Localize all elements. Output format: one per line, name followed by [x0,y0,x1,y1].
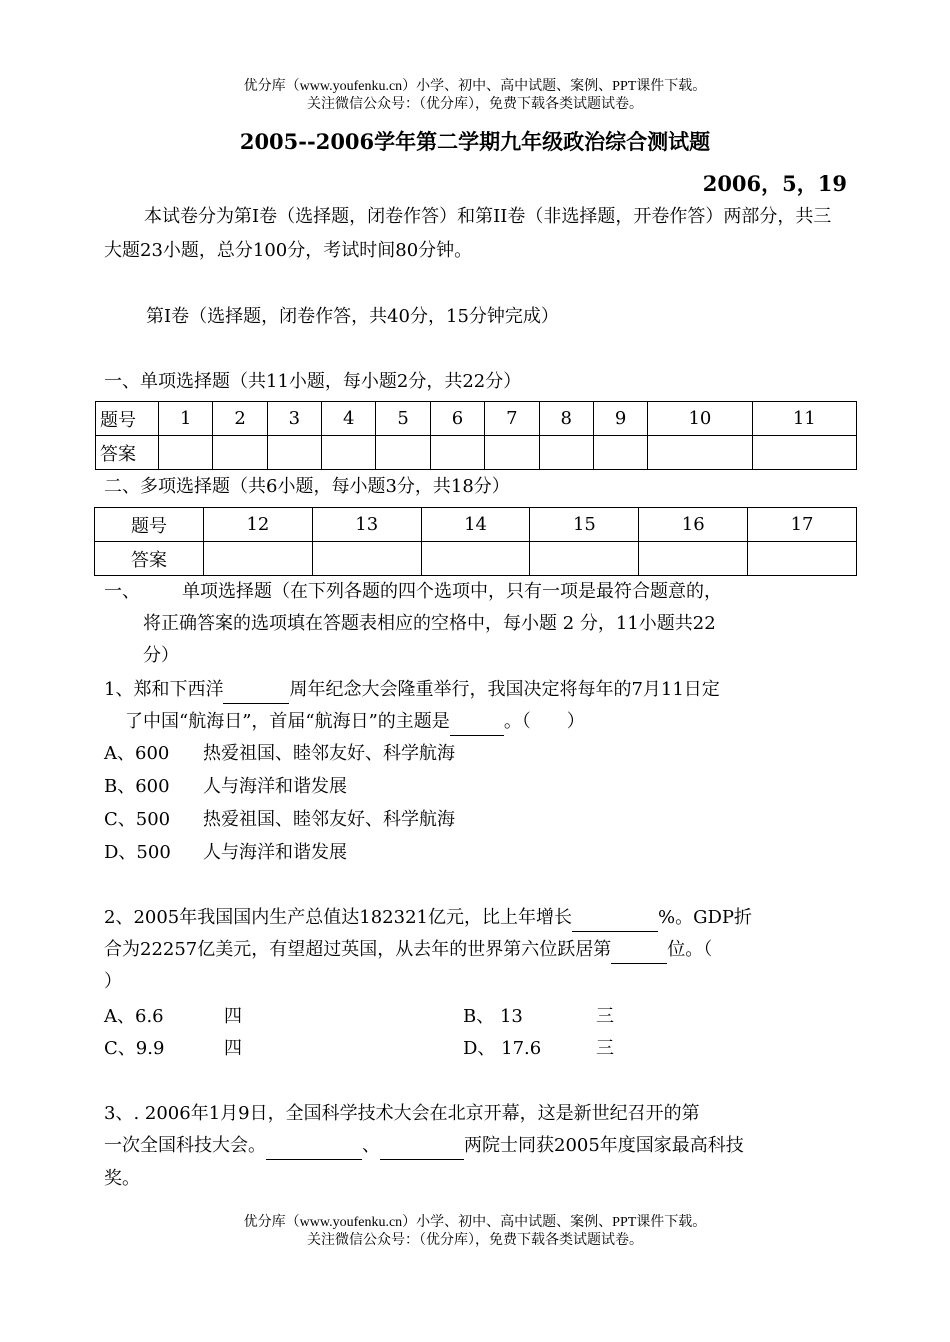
q1-text-d: 。（ ） [503,711,585,732]
section1-answer-cell-10[interactable] [648,436,752,470]
q2-blank-1 [572,905,658,932]
section1-heading: 一、单项选择题（共11小题，每小题2分，共22分） [104,371,522,392]
section1-number-cell-2: 2 [213,402,267,436]
q2-option-a-label: A、6.6 [104,1006,164,1027]
q3-text-c: 、 [362,1135,380,1156]
q1-option-b-text: 人与海洋和谐发展 [203,776,347,797]
header-line-2: 关注微信公众号：（优分库），免费下载各类试题试卷。 [307,97,643,112]
q2-option-b-text: 三 [596,1006,614,1027]
q1-blank-1 [223,677,289,704]
q1-option-c-text: 热爱祖国、睦邻友好、科学航海 [203,809,455,830]
q2-line-2 [104,937,712,964]
section1-number-cell-7: 7 [485,402,539,436]
section1-answer-cell-11[interactable] [752,436,856,470]
section1-label-number: 题号 [96,402,159,436]
section1-label-answer: 答案 [96,436,159,470]
section1-number-cell-5: 5 [376,402,430,436]
q3-text-d: 两院士同获2005年度国家最高科技 [464,1135,744,1156]
section2-label-number: 题号 [95,508,204,542]
q2-option-a-text: 四 [224,1006,242,1027]
section2-number-cell-14: 14 [421,508,530,542]
q1-option-c-label: C、500 [104,809,171,830]
part1-heading: 第I卷（选择题，闭卷作答，共40分，15分钟完成） [146,306,559,327]
q2-option-c-label: C、9.9 [104,1038,165,1059]
q3-blank-1 [266,1133,362,1160]
section2-number-cell-17: 17 [748,508,857,542]
q1-option-d-text: 人与海洋和谐发展 [203,842,347,863]
section1-answer-cell-8[interactable] [539,436,593,470]
q2-option-d-label: D、 17.6 [463,1038,542,1059]
section1-number-cell-9: 9 [593,402,647,436]
q1-text-a: 1、郑和下西洋 [104,679,224,700]
section1-number-cell-11: 11 [752,402,856,436]
q3-line-3: 奖。 [104,1168,140,1189]
section1-answer-cell-4[interactable] [322,436,376,470]
instructions-line-1: 单项选择题（在下列各题的四个选项中，只有一项是最符合题意的， [182,581,722,602]
q1-text-b: 周年纪念大会隆重举行，我国决定将每年的7月11日定 [289,679,720,700]
section2-answer-cell-15[interactable] [530,542,639,576]
q1-line-2 [125,709,585,736]
section1-number-cell-3: 3 [267,402,321,436]
section2-answer-cell-17[interactable] [748,542,857,576]
section2-answer-cell-16[interactable] [639,542,748,576]
footer-line-2: 关注微信公众号：（优分库），免费下载各类试题试卷。 [307,1233,643,1248]
q3-text-b: 一次全国科技大会。 [104,1135,266,1156]
q1-option-a-label: A、600 [104,743,170,764]
section1-answer-cell-2[interactable] [213,436,267,470]
section2-answer-cell-12[interactable] [204,542,313,576]
instructions-number: 一、 [104,581,140,602]
exam-title: 2005--2006学年第二学期九年级政治综合测试题 [239,129,711,154]
section1-number-cell-8: 8 [539,402,593,436]
q1-option-a-text: 热爱祖国、睦邻友好、科学航海 [203,743,455,764]
q2-blank-2 [611,937,667,964]
q2-option-c-text: 四 [224,1038,242,1059]
exam-date: 2006，5，19 [702,171,847,196]
q3-blank-2 [380,1133,464,1160]
section1-answer-cell-7[interactable] [485,436,539,470]
section1-answer-table [95,401,857,470]
section2-label-answer: 答案 [95,542,204,576]
section1-answer-cell-3[interactable] [267,436,321,470]
q1-option-d-label: D、500 [104,842,171,863]
q2-line-3: ） [104,971,122,992]
q2-line-1 [104,905,752,932]
q2-option-b-label: B、 13 [463,1006,523,1027]
q1-line-1 [104,677,720,704]
section1-number-cell-10: 10 [648,402,752,436]
q3-line-2 [104,1133,744,1160]
section1-number-cell-6: 6 [430,402,484,436]
section2-number-cell-12: 12 [204,508,313,542]
q2-text-a: 2、2005年我国国内生产总值达182321亿元，比上年增长 [104,907,572,928]
section2-answer-row [95,542,857,576]
section2-heading: 二、多项选择题（共6小题，每小题3分，共18分） [104,476,510,497]
section1-number-cell-4: 4 [322,402,376,436]
q3-line-1: 3、. 2006年1月9日，全国科学技术大会在北京开幕，这是新世纪召开的第 [104,1103,700,1124]
q2-text-d: 位。（ [667,939,713,960]
section2-answer-table [94,507,857,576]
section2-number-cell-16: 16 [639,508,748,542]
section1-answer-cell-5[interactable] [376,436,430,470]
q1-option-b-label: B、600 [104,776,170,797]
q1-text-c: 了中国“航海日”，首届“航海日”的主题是 [125,711,450,732]
instructions-line-3: 分） [143,645,179,666]
section1-answer-cell-1[interactable] [159,436,213,470]
section1-answer-row [96,436,857,470]
section2-answer-cell-13[interactable] [312,542,421,576]
footer-line-1: 优分库（www.youfenku.cn）小学、初中、高中试题、案例、PPT课件下载。 [243,1215,707,1230]
instructions-line-2: 将正确答案的选项填在答题表相应的空格中，每小题 2 分，11小题共22 [143,613,716,634]
intro-paragraph: 本试卷分为第I卷（选择题，闭卷作答）和第II卷（非选择题，开卷作答）两部分，共三大题23小题，总分100分，考试时间80分钟。 [104,206,832,261]
q2-text-b: %。GDP折 [657,907,753,928]
section2-answer-cell-14[interactable] [421,542,530,576]
q2-option-d-text: 三 [596,1038,614,1059]
q2-text-c: 合为22257亿美元，有望超过英国，从去年的世界第六位跃居第 [104,939,612,960]
header-line-1: 优分库（www.youfenku.cn）小学、初中、高中试题、案例、PPT课件下载。 [243,79,707,94]
section2-number-cell-15: 15 [530,508,639,542]
section1-number-cell-1: 1 [159,402,213,436]
section2-number-row [95,508,857,542]
section1-answer-cell-6[interactable] [430,436,484,470]
q1-blank-2 [450,709,504,736]
section2-number-cell-13: 13 [312,508,421,542]
section1-answer-cell-9[interactable] [593,436,647,470]
section1-number-row [96,402,857,436]
